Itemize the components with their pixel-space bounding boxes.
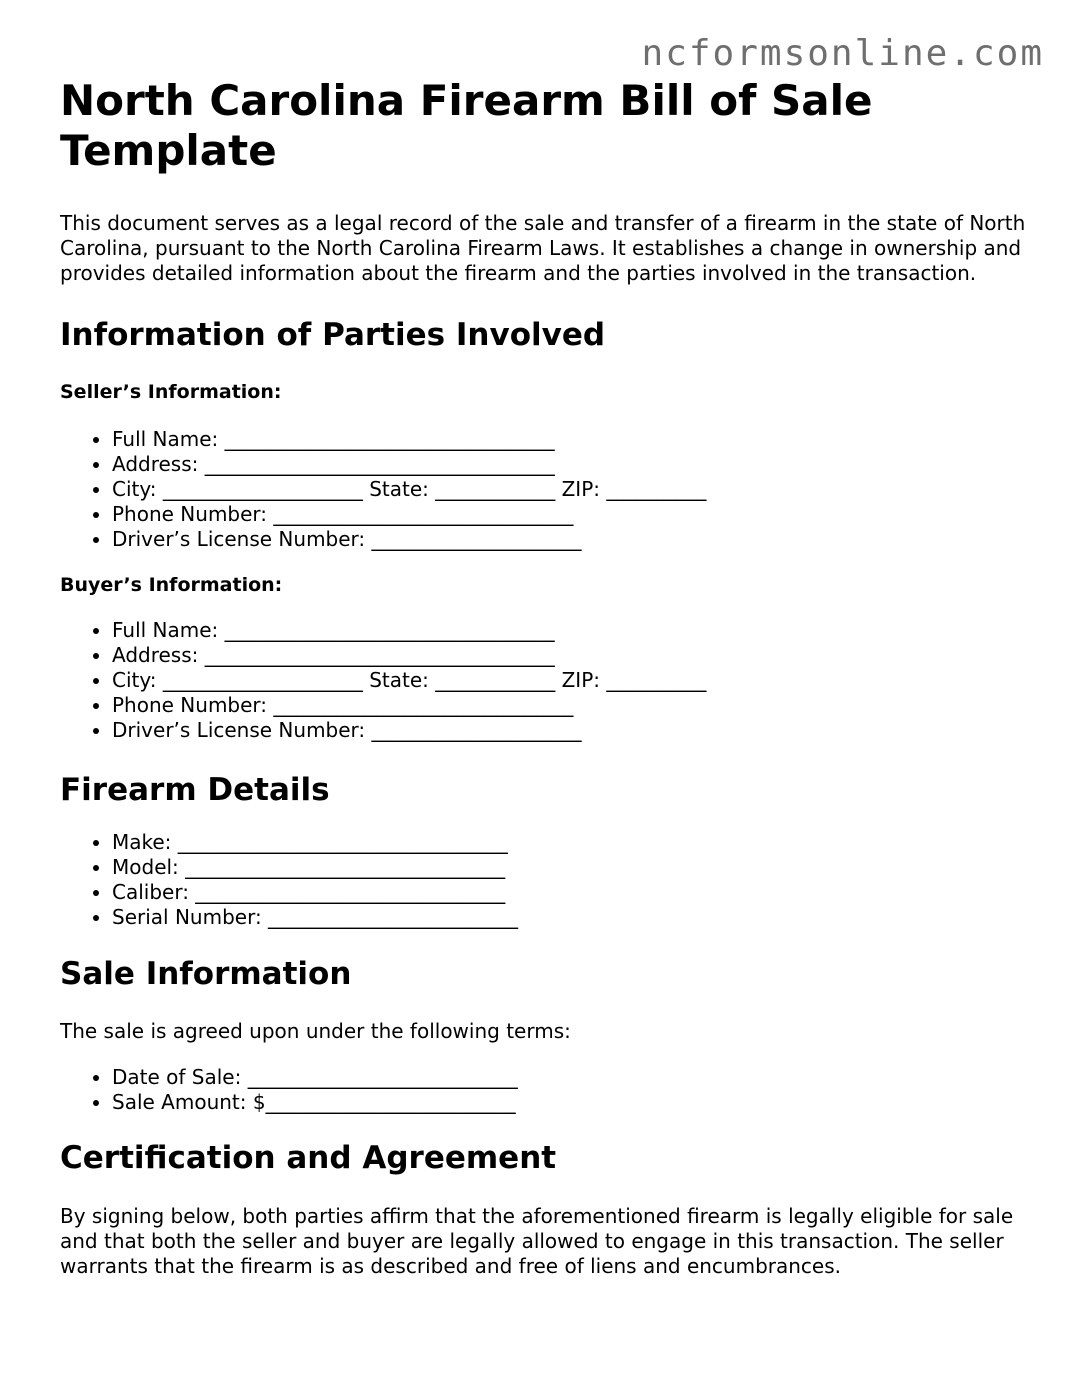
sale-amount-field: • Sale Amount: $_________________________ xyxy=(112,1090,1040,1115)
sale-heading: Sale Information xyxy=(60,956,352,992)
buyer-city-state-zip-field: • City: ____________________ State: ____________ ZIP: __________ xyxy=(112,668,1040,693)
sale-date-field: • Date of Sale: ___________________________ xyxy=(112,1065,1040,1090)
buyer-field-list xyxy=(60,618,1040,743)
sale-terms-text: The sale is agreed upon under the following terms: xyxy=(60,1019,571,1043)
certification-heading: Certification and Agreement xyxy=(60,1140,557,1176)
firearm-model-field: • Model: ________________________________ xyxy=(112,855,1040,880)
firearm-make-field: • Make: _________________________________ xyxy=(112,830,1040,855)
sale-field-list xyxy=(60,1065,1040,1115)
document-title: North Carolina Firearm Bill of Sale Template xyxy=(60,76,873,175)
seller-field-list xyxy=(60,427,1040,552)
seller-address-field: • Address: ___________________________________ xyxy=(112,452,1040,477)
intro-paragraph: This document serves as a legal record of the sale and transfer of a firearm in the state of North Carolina, pursuant to the North Carolina Firearm Laws. It establishes a change in ownership and provides detailed information about the firearm and the parties involved in the transaction. xyxy=(60,211,1026,285)
firearm-caliber-field: • Caliber: _______________________________ xyxy=(112,880,1040,905)
seller-license-field: • Driver’s License Number: _____________________ xyxy=(112,527,1040,552)
buyer-phone-field: • Phone Number: ______________________________ xyxy=(112,693,1040,718)
seller-full-name-field: • Full Name: _________________________________ xyxy=(112,427,1040,452)
seller-heading: Seller’s Information: xyxy=(60,381,282,403)
firearm-field-list xyxy=(60,830,1040,930)
buyer-address-field: • Address: ___________________________________ xyxy=(112,643,1040,668)
seller-phone-field: • Phone Number: ______________________________ xyxy=(112,502,1040,527)
buyer-heading: Buyer’s Information: xyxy=(60,574,283,596)
firearm-heading: Firearm Details xyxy=(60,772,330,808)
seller-city-state-zip-field: • City: ____________________ State: ____________ ZIP: __________ xyxy=(112,477,1040,502)
firearm-serial-field: • Serial Number: _________________________ xyxy=(112,905,1040,930)
buyer-license-field: • Driver’s License Number: _____________________ xyxy=(112,718,1040,743)
certification-text: By signing below, both parties affirm that the aforementioned firearm is legally eligible for sale and that both the seller and buyer are legally allowed to engage in this transaction. The seller warrants that the firearm is as described and free of liens and encumbrances. xyxy=(60,1204,1014,1278)
parties-heading: Information of Parties Involved xyxy=(60,317,606,353)
buyer-full-name-field: • Full Name: _________________________________ xyxy=(112,618,1040,643)
document-page xyxy=(60,76,1040,1279)
site-watermark: ncformsonline.com xyxy=(641,33,1044,74)
